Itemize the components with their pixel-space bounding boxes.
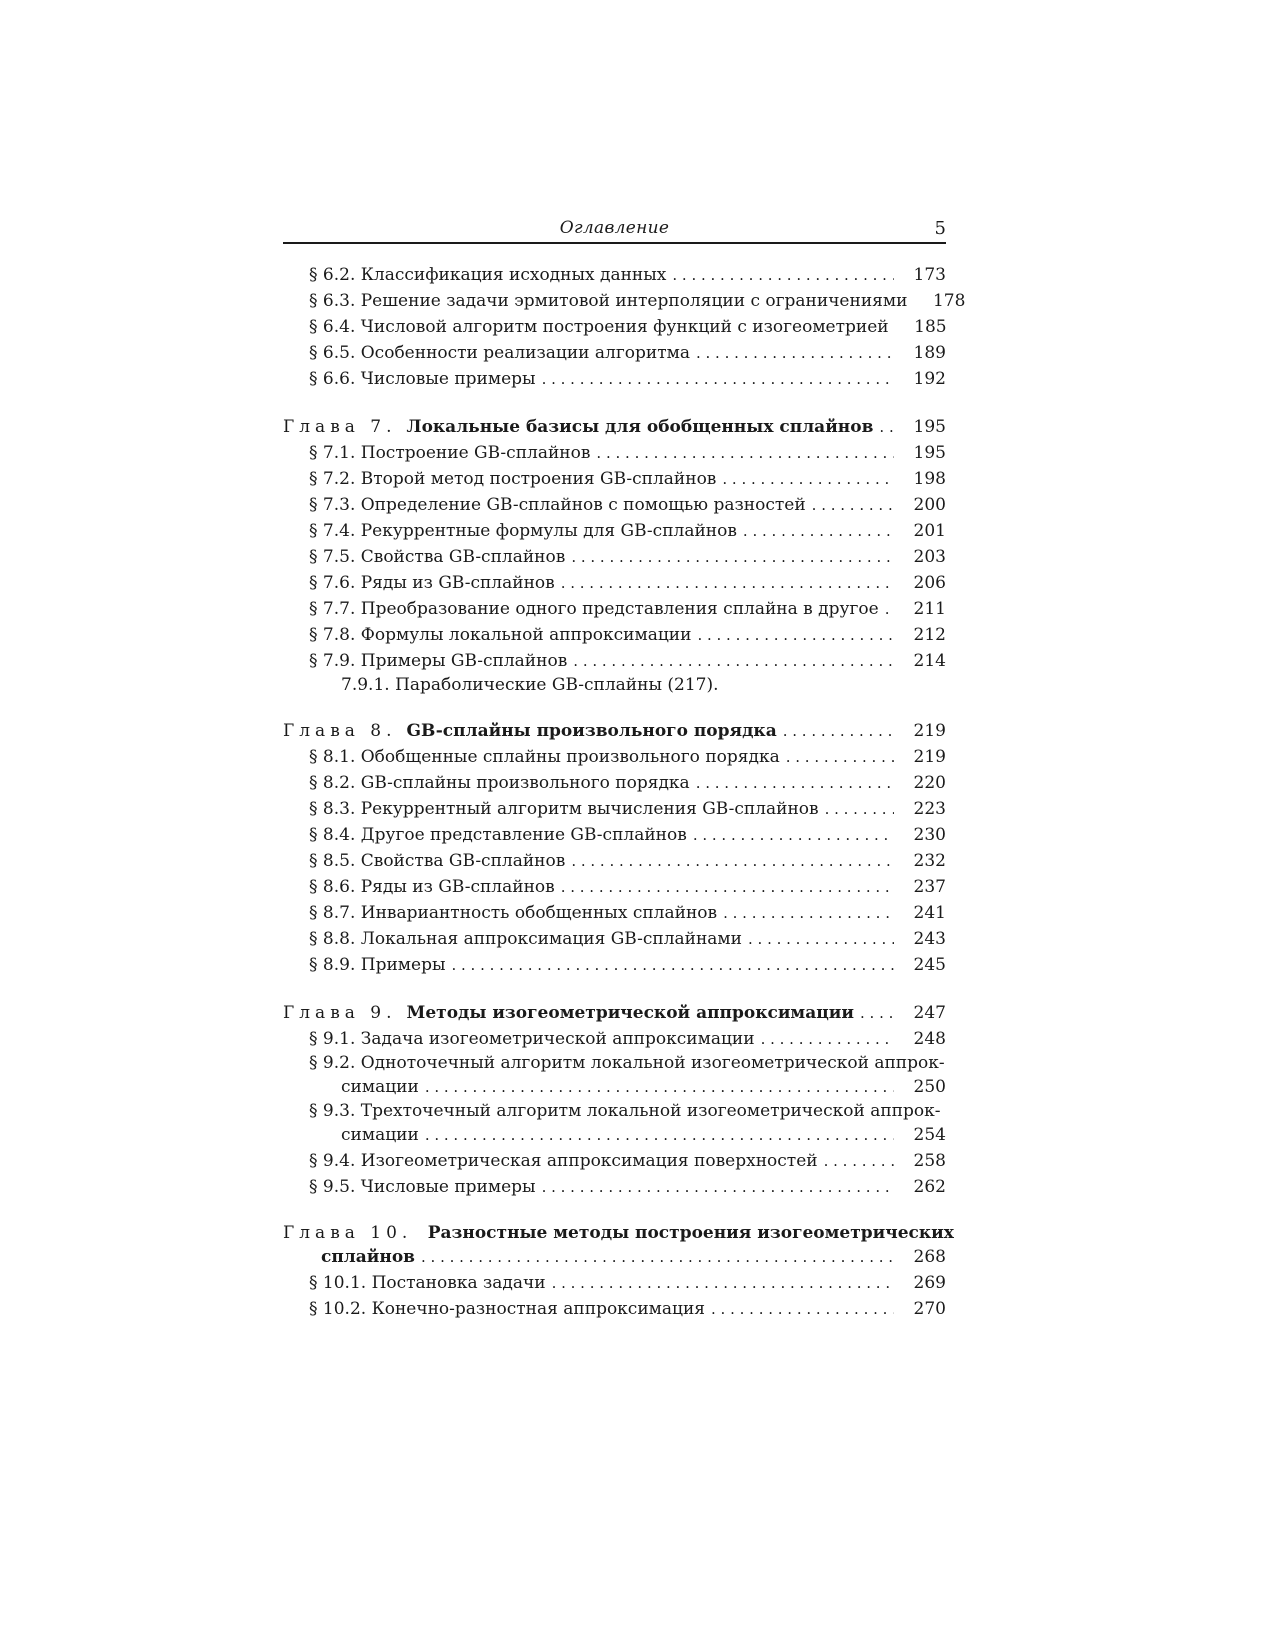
running-header bbox=[283, 218, 946, 244]
chapter-prefix: Глава 7. bbox=[283, 417, 397, 437]
chapter-prefix: Глава 8. bbox=[283, 721, 397, 741]
toc-entry-page: 254 bbox=[913, 1125, 946, 1145]
toc-entry[interactable] bbox=[283, 596, 946, 622]
dot-leader bbox=[786, 744, 894, 770]
toc-entry-page: 248 bbox=[913, 1029, 946, 1049]
toc-entry[interactable] bbox=[283, 1270, 946, 1296]
toc-entry[interactable] bbox=[283, 440, 946, 466]
chapter-title-line2: сплайнов bbox=[321, 1247, 415, 1267]
toc-entry-page: 189 bbox=[913, 343, 946, 363]
toc-entry-label: § 10.2. Конечно-разностная аппроксимация bbox=[309, 1299, 706, 1319]
toc-entry[interactable] bbox=[283, 796, 946, 822]
toc-entry-page: 201 bbox=[913, 521, 946, 541]
toc-entry-page: 230 bbox=[913, 825, 946, 845]
toc-entry-label: § 10.1. Постановка задачи bbox=[309, 1273, 546, 1293]
dot-leader bbox=[879, 414, 894, 440]
dot-leader bbox=[425, 1122, 894, 1148]
toc-entry-page: 219 bbox=[913, 747, 946, 767]
toc-entry[interactable] bbox=[283, 492, 946, 518]
toc-entry[interactable] bbox=[283, 570, 946, 596]
dot-leader bbox=[421, 1244, 894, 1270]
dot-leader bbox=[825, 796, 894, 822]
toc-entry-page: 195 bbox=[913, 417, 946, 437]
toc-entry-page: 219 bbox=[913, 721, 946, 741]
toc-entry[interactable] bbox=[283, 900, 946, 926]
header-title: Оглавление bbox=[559, 218, 670, 238]
toc-entry-page: 245 bbox=[913, 955, 946, 975]
toc-entry[interactable] bbox=[283, 518, 946, 544]
toc-entry-label: § 8.3. Рекуррентный алгоритм вычисления GB-сплайнов bbox=[309, 799, 819, 819]
toc-entry-label: § 7.9. Примеры GB-сплайнов bbox=[309, 651, 568, 671]
toc-entry[interactable] bbox=[283, 1296, 946, 1322]
toc-chapter-9[interactable] bbox=[283, 1000, 946, 1026]
toc-entry-page: 211 bbox=[913, 599, 946, 619]
toc-entry[interactable] bbox=[283, 822, 946, 848]
toc-entry-page: 214 bbox=[913, 651, 946, 671]
dot-leader bbox=[885, 596, 894, 622]
toc-entry[interactable] bbox=[283, 770, 946, 796]
toc-entry-page: 198 bbox=[913, 469, 946, 489]
chapter-prefix: Глава 9. bbox=[283, 1003, 397, 1023]
toc-entry-label-line2: симации bbox=[341, 1125, 419, 1145]
dot-leader bbox=[748, 926, 894, 952]
dot-leader bbox=[693, 822, 894, 848]
toc-entry-label: § 8.6. Ряды из GB-сплайнов bbox=[309, 877, 555, 897]
toc-entry-page: 220 bbox=[913, 773, 946, 793]
dot-leader bbox=[561, 570, 894, 596]
toc-entry-label: § 7.8. Формулы локальной аппроксимации bbox=[309, 625, 692, 645]
toc-entry[interactable] bbox=[283, 622, 946, 648]
toc-entry-page: 268 bbox=[913, 1247, 946, 1267]
dot-leader bbox=[542, 1174, 894, 1200]
toc-entry-page: 241 bbox=[913, 903, 946, 923]
dot-leader bbox=[697, 622, 894, 648]
dot-leader bbox=[696, 340, 894, 366]
toc-entry[interactable] bbox=[283, 848, 946, 874]
toc-entry-label: § 8.7. Инвариантность обобщенных сплайнов bbox=[309, 903, 718, 923]
toc-entry-label: § 8.8. Локальная аппроксимация GB-сплайнами bbox=[309, 929, 742, 949]
dot-leader bbox=[542, 366, 894, 392]
chapter-title: Локальные базисы для обобщенных сплайнов bbox=[406, 417, 874, 437]
toc-entry-label: § 6.3. Решение задачи эрмитовой интерполяции с ограничениями bbox=[309, 291, 908, 311]
dot-leader bbox=[596, 440, 894, 466]
dot-leader bbox=[783, 718, 894, 744]
dot-leader bbox=[711, 1296, 894, 1322]
toc-entry-label: § 7.5. Свойства GB-сплайнов bbox=[309, 547, 566, 567]
toc-entry[interactable] bbox=[283, 952, 946, 978]
dot-leader bbox=[451, 952, 894, 978]
toc-entry-page: 232 bbox=[913, 851, 946, 871]
toc-entry-label: § 9.4. Изогеометрическая аппроксимация поверхностей bbox=[309, 1151, 818, 1171]
toc-entry[interactable] bbox=[283, 1026, 946, 1052]
toc-entry[interactable] bbox=[283, 288, 966, 314]
toc-entry-page: 206 bbox=[913, 573, 946, 593]
toc-entry[interactable] bbox=[283, 1174, 946, 1200]
dot-leader bbox=[723, 900, 894, 926]
dot-leader bbox=[672, 262, 894, 288]
toc-entry[interactable] bbox=[283, 340, 946, 366]
toc-entry-page: 247 bbox=[913, 1003, 946, 1023]
toc-entry-page: 178 bbox=[932, 291, 966, 311]
dot-leader bbox=[571, 544, 894, 570]
toc-entry-page: 192 bbox=[913, 369, 946, 389]
toc-entry-label: § 7.1. Построение GB-сплайнов bbox=[309, 443, 591, 463]
chapter-title-line1: Разностные методы построения изогеометрических bbox=[427, 1223, 954, 1243]
dot-leader bbox=[761, 1026, 894, 1052]
toc-entry-label: § 7.7. Преобразование одного представления сплайна в другое bbox=[309, 599, 879, 619]
toc-entry-multiline[interactable] bbox=[283, 1100, 946, 1148]
toc-entry-page: 250 bbox=[913, 1077, 946, 1097]
toc-subsection-label: 7.9.1. Параболические GB-сплайны (217). bbox=[341, 675, 719, 695]
dot-leader bbox=[722, 466, 894, 492]
toc-entry-page: 258 bbox=[913, 1151, 946, 1171]
toc-entry[interactable] bbox=[283, 314, 946, 340]
header-page-number: 5 bbox=[934, 218, 946, 239]
toc-entry-page: 185 bbox=[914, 317, 947, 337]
dot-leader bbox=[425, 1074, 894, 1100]
table-of-contents bbox=[283, 262, 966, 1322]
toc-entry-page: 212 bbox=[913, 625, 946, 645]
toc-entry[interactable] bbox=[283, 874, 946, 900]
toc-entry[interactable] bbox=[283, 926, 946, 952]
dot-leader bbox=[573, 648, 894, 674]
dot-leader bbox=[743, 518, 894, 544]
toc-chapter-10[interactable] bbox=[283, 1222, 954, 1270]
toc-entry[interactable] bbox=[283, 466, 946, 492]
chapter-prefix: Глава 10. bbox=[283, 1223, 413, 1243]
toc-chapter-7[interactable] bbox=[283, 414, 946, 440]
toc-entry-page: 203 bbox=[913, 547, 946, 567]
toc-entry-label: § 9.5. Числовые примеры bbox=[309, 1177, 536, 1197]
dot-leader bbox=[696, 770, 894, 796]
toc-entry-page: 262 bbox=[913, 1177, 946, 1197]
toc-entry-label-line1: § 9.2. Одноточечный алгоритм локальной изогеометрической аппрок- bbox=[309, 1053, 945, 1073]
chapter-title: Методы изогеометрической аппроксимации bbox=[406, 1003, 854, 1023]
toc-entry-label: § 8.2. GB-сплайны произвольного порядка bbox=[309, 773, 690, 793]
toc-entry-label: § 9.1. Задача изогеометрической аппроксимации bbox=[309, 1029, 755, 1049]
toc-entry-label: § 7.4. Рекуррентные формулы для GB-сплайнов bbox=[309, 521, 737, 541]
toc-entry[interactable] bbox=[283, 544, 946, 570]
dot-leader bbox=[824, 1148, 894, 1174]
toc-entry[interactable] bbox=[283, 262, 946, 288]
chapter-title: GB-сплайны произвольного порядка bbox=[406, 721, 777, 741]
toc-entry-label: § 6.2. Классификация исходных данных bbox=[309, 265, 667, 285]
toc-entry-label: § 6.6. Числовые примеры bbox=[309, 369, 536, 389]
toc-entry-label-line1: § 9.3. Трехточечный алгоритм локальной изогеометрической аппрок- bbox=[309, 1101, 941, 1121]
dot-leader bbox=[860, 1000, 894, 1026]
toc-entry-page: 195 bbox=[913, 443, 946, 463]
toc-entry-page: 200 bbox=[913, 495, 946, 515]
toc-entry-page: 223 bbox=[913, 799, 946, 819]
toc-entry[interactable] bbox=[283, 1148, 946, 1174]
toc-entry-page: 269 bbox=[913, 1273, 946, 1293]
dot-leader bbox=[812, 492, 894, 518]
toc-entry-label: § 7.2. Второй метод построения GB-сплайнов bbox=[309, 469, 717, 489]
toc-entry-page: 237 bbox=[913, 877, 946, 897]
toc-entry-label: § 8.1. Обобщенные сплайны произвольного порядка bbox=[309, 747, 780, 767]
toc-entry-label: § 6.4. Числовой алгоритм построения функций с изогеометрией bbox=[309, 317, 889, 337]
toc-entry[interactable] bbox=[283, 744, 946, 770]
toc-subsection[interactable] bbox=[283, 674, 946, 696]
toc-entry-label: § 6.5. Особенности реализации алгоритма bbox=[309, 343, 690, 363]
toc-entry-page: 270 bbox=[913, 1299, 946, 1319]
toc-chapter-8[interactable] bbox=[283, 718, 946, 744]
toc-entry[interactable] bbox=[283, 366, 946, 392]
toc-entry-label-line2: симации bbox=[341, 1077, 419, 1097]
toc-entry-label: § 7.3. Определение GB-сплайнов с помощью разностей bbox=[309, 495, 806, 515]
dot-leader bbox=[571, 848, 894, 874]
toc-entry-page: 173 bbox=[913, 265, 946, 285]
toc-entry-multiline[interactable] bbox=[283, 1052, 946, 1100]
toc-entry-label: § 7.6. Ряды из GB-сплайнов bbox=[309, 573, 555, 593]
dot-leader bbox=[561, 874, 894, 900]
toc-entry-label: § 8.4. Другое представление GB-сплайнов bbox=[309, 825, 687, 845]
dot-leader bbox=[552, 1270, 894, 1296]
toc-entry-label: § 8.9. Примеры bbox=[309, 955, 446, 975]
toc-entry-page: 243 bbox=[913, 929, 946, 949]
toc-entry[interactable] bbox=[283, 648, 946, 674]
toc-entry-label: § 8.5. Свойства GB-сплайнов bbox=[309, 851, 566, 871]
